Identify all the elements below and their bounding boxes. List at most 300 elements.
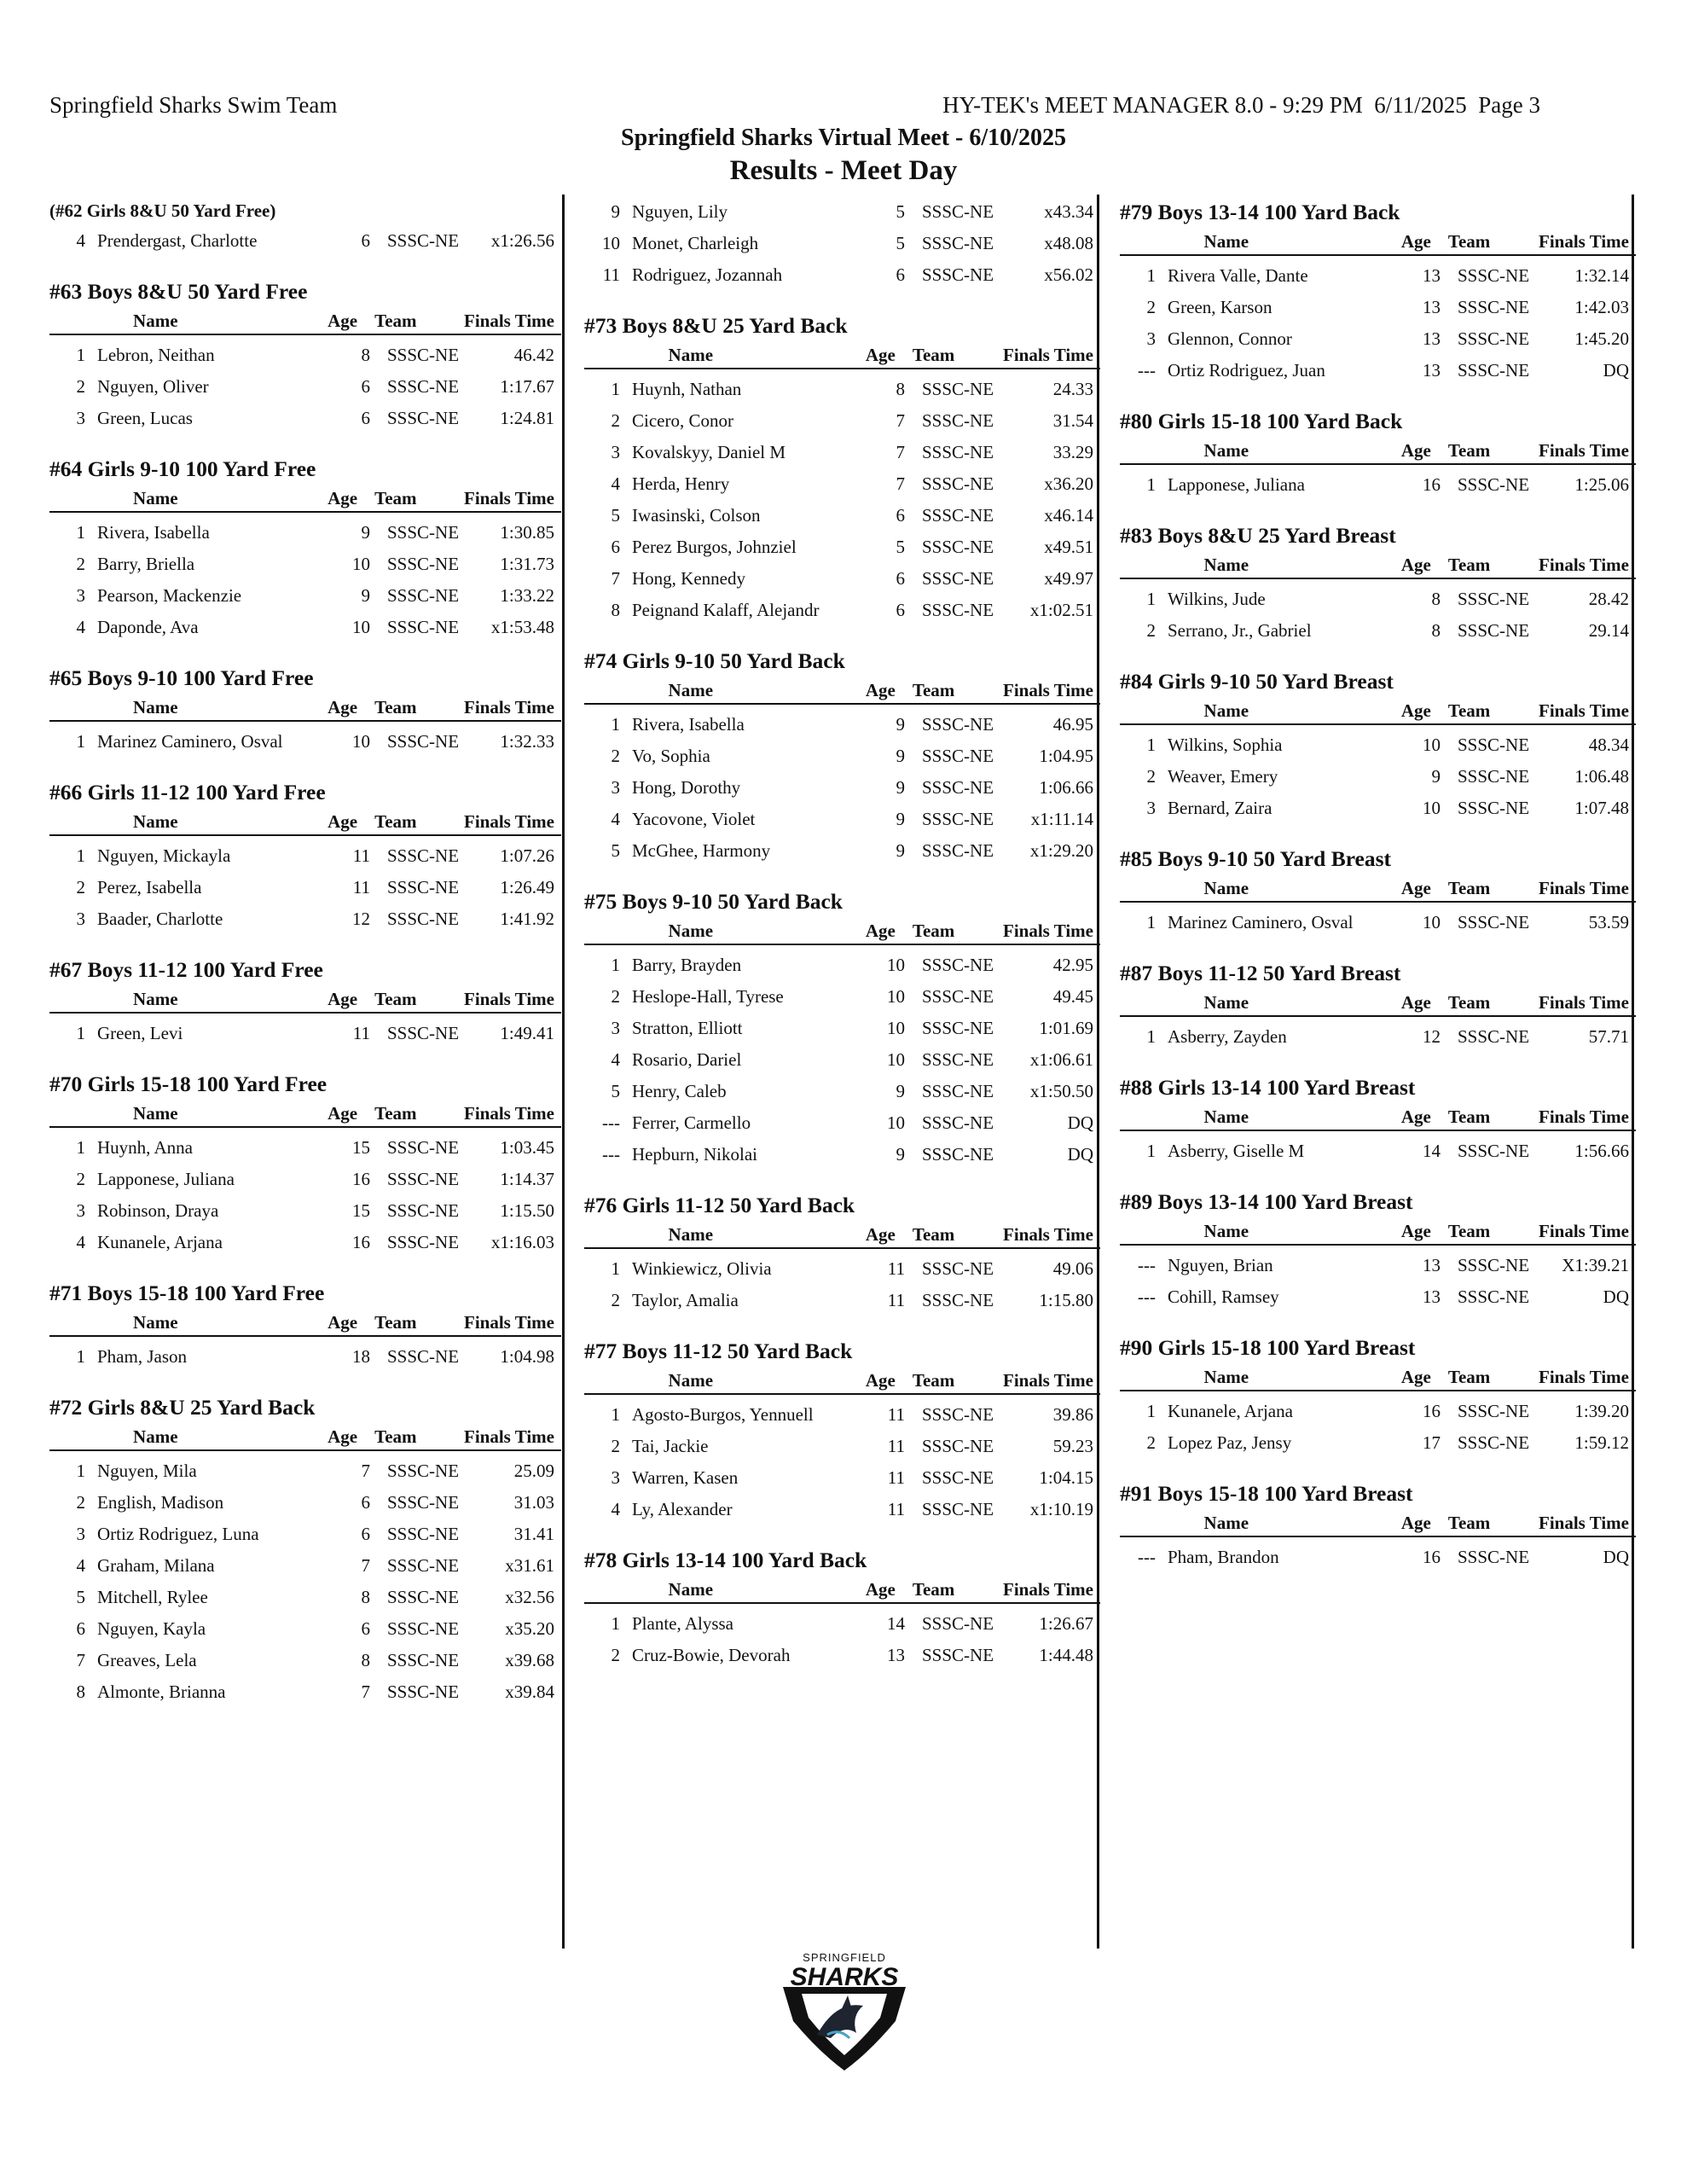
- result-name: Glennon, Connor: [1168, 328, 1292, 349]
- result-row: [584, 1253, 1100, 1285]
- col-header-team: Team: [912, 679, 955, 700]
- result-team: SSSC-NE: [922, 714, 994, 735]
- col-header-time: Finals Time: [1539, 1106, 1629, 1127]
- result-time: 42.95: [1052, 955, 1093, 975]
- result-age: 13: [1423, 1287, 1441, 1307]
- col-header-team: Team: [912, 1369, 955, 1391]
- result-time: 1:06.48: [1574, 766, 1629, 787]
- event-title: #78 Girls 13-14 100 Yard Back: [584, 1548, 867, 1572]
- result-time: 1:30.85: [500, 522, 554, 543]
- result-row: [49, 340, 561, 371]
- result-row: [1120, 469, 1636, 501]
- event-title: #71 Boys 15-18 100 Yard Free: [49, 1281, 325, 1305]
- result-age: 10: [352, 731, 370, 752]
- result-age: 11: [887, 1499, 905, 1519]
- result-name: Prendergast, Charlotte: [97, 230, 258, 251]
- result-team: SSSC-NE: [387, 1650, 460, 1670]
- result-age: 7: [361, 1682, 370, 1702]
- col-header-name: Name: [133, 1311, 178, 1333]
- result-place: 11: [602, 264, 620, 285]
- event-block: [584, 310, 1100, 626]
- result-name: Cruz-Bowie, Devorah: [632, 1645, 791, 1665]
- result-age: 8: [361, 1650, 370, 1670]
- result-time: DQ: [1603, 1287, 1629, 1307]
- result-team: SSSC-NE: [387, 376, 460, 397]
- result-row: [584, 741, 1100, 772]
- result-time: x39.68: [505, 1650, 554, 1670]
- result-team: SSSC-NE: [1458, 766, 1530, 787]
- result-team: SSSC-NE: [387, 845, 460, 866]
- col-header-time: Finals Time: [464, 1426, 554, 1447]
- result-row: [1120, 323, 1636, 355]
- event-block: [1120, 1478, 1636, 1573]
- col-header-name: Name: [133, 487, 178, 508]
- result-age: 16: [352, 1169, 370, 1189]
- result-time: 1:44.48: [1039, 1645, 1093, 1665]
- event-block: [1120, 196, 1636, 386]
- result-age: 15: [352, 1200, 370, 1221]
- result-age: 18: [352, 1346, 370, 1367]
- result-name: Rodriguez, Jozannah: [632, 264, 783, 285]
- result-time: x43.34: [1044, 201, 1093, 222]
- result-time: 1:17.67: [500, 376, 554, 397]
- result-row: [584, 500, 1100, 531]
- result-place: ---: [602, 1144, 620, 1165]
- result-team: SSSC-NE: [922, 1258, 994, 1279]
- event-title: #76 Girls 11-12 50 Yard Back: [584, 1193, 855, 1217]
- result-name: Kunanele, Arjana: [97, 1232, 223, 1252]
- result-name: Robinson, Draya: [97, 1200, 219, 1221]
- result-age: 7: [896, 473, 905, 494]
- result-age: 13: [1423, 328, 1441, 349]
- col-header-name: Name: [133, 988, 178, 1009]
- col-header-time: Finals Time: [1539, 991, 1629, 1013]
- event-title: #64 Girls 9-10 100 Yard Free: [49, 456, 316, 481]
- result-team: SSSC-NE: [387, 585, 460, 606]
- result-name: Rivera, Isabella: [97, 522, 210, 543]
- result-row: [49, 1519, 561, 1550]
- event-block: [584, 196, 1100, 291]
- result-place: 3: [76, 585, 85, 606]
- result-place: 2: [1146, 297, 1156, 317]
- col-header-time: Finals Time: [1539, 1512, 1629, 1533]
- result-place: 2: [611, 1290, 620, 1310]
- result-name: Wilkins, Jude: [1168, 589, 1266, 609]
- result-place: 3: [611, 1467, 620, 1488]
- col-header-time: Finals Time: [1539, 700, 1629, 721]
- result-team: SSSC-NE: [922, 1436, 994, 1456]
- event-block: [584, 1189, 1100, 1316]
- col-header-team: Team: [1447, 700, 1491, 721]
- result-time: 49.45: [1052, 986, 1093, 1007]
- result-time: x1:29.20: [1029, 840, 1093, 861]
- col-header-age: Age: [1400, 991, 1431, 1013]
- result-place: 8: [611, 600, 620, 620]
- result-row: [49, 1582, 561, 1613]
- result-age: 10: [887, 1049, 905, 1070]
- result-team: SSSC-NE: [922, 505, 994, 526]
- result-name: Graham, Milana: [97, 1555, 215, 1576]
- result-team: SSSC-NE: [922, 809, 994, 829]
- column-header-row: [1120, 990, 1636, 1017]
- event-title: #74 Girls 9-10 50 Yard Back: [584, 648, 845, 673]
- col-header-time: Finals Time: [1003, 1369, 1093, 1391]
- result-place: 1: [1146, 1141, 1156, 1161]
- result-row: [584, 1608, 1100, 1640]
- result-team: SSSC-NE: [387, 1587, 460, 1607]
- result-team: SSSC-NE: [1458, 589, 1530, 609]
- col-header-name: Name: [1203, 1106, 1249, 1127]
- result-team: SSSC-NE: [1458, 1547, 1530, 1567]
- event-block: [49, 662, 561, 758]
- result-team: SSSC-NE: [387, 522, 460, 543]
- result-name: Green, Levi: [97, 1023, 183, 1043]
- result-team: SSSC-NE: [387, 1200, 460, 1221]
- result-age: 6: [361, 1492, 370, 1513]
- col-header-name: Name: [133, 810, 178, 832]
- result-place: 3: [76, 909, 85, 929]
- column-header-row: [1120, 552, 1636, 579]
- event-block: [49, 276, 561, 434]
- result-age: 16: [1423, 1401, 1441, 1421]
- result-row: [584, 1044, 1100, 1076]
- result-age: 11: [887, 1467, 905, 1488]
- column-header-row: [1120, 875, 1636, 903]
- column-header-row: [1120, 1364, 1636, 1391]
- result-row: [584, 1494, 1100, 1525]
- result-row: [1120, 729, 1636, 761]
- result-name: Huynh, Nathan: [632, 379, 742, 399]
- result-team: SSSC-NE: [387, 1524, 460, 1544]
- result-place: 2: [76, 1169, 85, 1189]
- result-age: 5: [896, 233, 905, 253]
- result-team: SSSC-NE: [922, 442, 994, 462]
- result-team: SSSC-NE: [922, 777, 994, 798]
- result-team: SSSC-NE: [387, 554, 460, 574]
- event-title: #85 Boys 9-10 50 Yard Breast: [1120, 846, 1392, 871]
- result-age: 6: [361, 1524, 370, 1544]
- result-name: Tai, Jackie: [632, 1436, 709, 1456]
- result-name: Almonte, Brianna: [97, 1682, 226, 1702]
- result-place: 3: [611, 442, 620, 462]
- event-title: #89 Boys 13-14 100 Yard Breast: [1120, 1189, 1413, 1214]
- result-name: Heslope-Hall, Tyrese: [632, 986, 784, 1007]
- result-team: SSSC-NE: [922, 1081, 994, 1101]
- result-place: 3: [76, 1524, 85, 1544]
- col-header-age: Age: [328, 810, 358, 832]
- column-header-row: [49, 308, 561, 335]
- result-name: Iwasinski, Colson: [632, 505, 761, 526]
- col-header-name: Name: [1203, 554, 1249, 575]
- result-place: 4: [611, 1499, 620, 1519]
- result-age: 6: [896, 568, 905, 589]
- result-time: 1:56.66: [1574, 1141, 1629, 1161]
- column-header-row: [1120, 229, 1636, 256]
- result-name: Barry, Briella: [97, 554, 195, 574]
- result-team: SSSC-NE: [1458, 912, 1530, 932]
- result-name: Ly, Alexander: [632, 1499, 733, 1519]
- col-header-time: Finals Time: [1539, 230, 1629, 252]
- result-time: 1:31.73: [500, 554, 554, 574]
- result-age: 10: [887, 1112, 905, 1133]
- result-row: [1120, 907, 1636, 938]
- result-team: SSSC-NE: [387, 877, 460, 897]
- event-block: [1120, 1332, 1636, 1459]
- col-header-team: Team: [374, 1102, 417, 1124]
- result-row: [49, 726, 561, 758]
- result-row: [584, 563, 1100, 595]
- event-title: #77 Boys 11-12 50 Yard Back: [584, 1339, 853, 1363]
- result-time: 1:39.20: [1574, 1401, 1629, 1421]
- result-time: 1:59.12: [1574, 1432, 1629, 1453]
- result-name: Perez Burgos, Johnziel: [632, 537, 797, 557]
- col-header-team: Team: [1447, 554, 1491, 575]
- result-place: 4: [76, 1555, 85, 1576]
- result-row: [1120, 615, 1636, 647]
- result-place: 2: [76, 376, 85, 397]
- result-time: 31.41: [513, 1524, 554, 1544]
- event-block: [49, 196, 561, 257]
- event-block: [1120, 520, 1636, 647]
- result-time: 53.59: [1588, 912, 1629, 932]
- result-name: Marinez Caminero, Osval: [1168, 912, 1354, 932]
- result-time: 1:25.06: [1574, 474, 1629, 495]
- result-place: 1: [611, 1404, 620, 1425]
- result-team: SSSC-NE: [387, 1137, 460, 1158]
- col-header-time: Finals Time: [1539, 554, 1629, 575]
- result-time: 1:01.69: [1039, 1018, 1093, 1038]
- col-header-age: Age: [865, 679, 896, 700]
- result-place: ---: [1138, 360, 1156, 380]
- result-age: 16: [1423, 474, 1441, 495]
- result-place: 4: [76, 230, 85, 251]
- result-name: Kunanele, Arjana: [1168, 1401, 1293, 1421]
- result-place: 3: [1146, 328, 1156, 349]
- result-time: 24.33: [1052, 379, 1093, 399]
- result-place: 1: [76, 731, 85, 752]
- event-title: #84 Girls 9-10 50 Yard Breast: [1120, 669, 1394, 694]
- result-place: ---: [1138, 1287, 1156, 1307]
- result-place: 4: [611, 809, 620, 829]
- result-time: 46.95: [1052, 714, 1093, 735]
- result-name: Mitchell, Rylee: [97, 1587, 208, 1607]
- result-team: SSSC-NE: [1458, 1141, 1530, 1161]
- col-header-time: Finals Time: [464, 1102, 554, 1124]
- result-row: [584, 531, 1100, 563]
- result-team: SSSC-NE: [922, 1112, 994, 1133]
- result-name: Taylor, Amalia: [632, 1290, 739, 1310]
- result-place: 1: [76, 1346, 85, 1367]
- result-team: SSSC-NE: [1458, 798, 1530, 818]
- result-team: SSSC-NE: [1458, 1255, 1530, 1275]
- result-name: Greaves, Lela: [97, 1650, 197, 1670]
- result-name: Wilkins, Sophia: [1168, 735, 1283, 755]
- result-team: SSSC-NE: [922, 473, 994, 494]
- event-block: [1120, 1186, 1636, 1313]
- results-column-3: [1120, 196, 1636, 1592]
- result-row: [49, 580, 561, 612]
- result-place: ---: [1138, 1547, 1156, 1567]
- result-team: SSSC-NE: [922, 1049, 994, 1070]
- result-team: SSSC-NE: [922, 201, 994, 222]
- result-age: 9: [896, 746, 905, 766]
- col-header-time: Finals Time: [1003, 920, 1093, 941]
- result-place: 4: [76, 617, 85, 637]
- result-name: Daponde, Ava: [97, 617, 199, 637]
- col-header-age: Age: [865, 344, 896, 365]
- result-row: [49, 1195, 561, 1227]
- col-header-team: Team: [1447, 1106, 1491, 1127]
- result-team: SSSC-NE: [387, 1555, 460, 1576]
- sharks-logo: [768, 1949, 921, 2073]
- result-time: 1:07.26: [500, 845, 554, 866]
- event-title: #75 Boys 9-10 50 Yard Back: [584, 889, 843, 914]
- col-header-name: Name: [1203, 1220, 1249, 1241]
- result-team: SSSC-NE: [387, 1492, 460, 1513]
- result-team: SSSC-NE: [922, 1144, 994, 1165]
- result-place: 2: [611, 746, 620, 766]
- software-line: HY-TEK's MEET MANAGER 8.0 - 9:29 PM 6/11/2025 Page 3: [942, 92, 1540, 118]
- event-title: #79 Boys 13-14 100 Yard Back: [1120, 200, 1400, 224]
- col-header-name: Name: [133, 1102, 178, 1124]
- results-title: Results - Meet Day: [729, 155, 958, 186]
- result-place: 6: [76, 1618, 85, 1639]
- result-time: 1:32.33: [500, 731, 554, 752]
- result-time: 1:06.66: [1039, 777, 1093, 798]
- col-header-time: Finals Time: [1003, 1578, 1093, 1600]
- col-header-name: Name: [1203, 439, 1249, 461]
- result-time: x1:10.19: [1029, 1499, 1093, 1519]
- result-place: 1: [611, 955, 620, 975]
- column-header-row: [49, 694, 561, 722]
- col-header-time: Finals Time: [464, 988, 554, 1009]
- result-name: Baader, Charlotte: [97, 909, 223, 929]
- result-team: SSSC-NE: [387, 345, 460, 365]
- result-row: [584, 1431, 1100, 1462]
- result-age: 7: [896, 410, 905, 431]
- result-place: 5: [611, 1081, 620, 1101]
- result-team: SSSC-NE: [1458, 1432, 1530, 1453]
- col-header-team: Team: [374, 696, 417, 717]
- event-title: #88 Girls 13-14 100 Yard Breast: [1120, 1075, 1416, 1100]
- col-header-age: Age: [1400, 1220, 1431, 1241]
- col-header-name: Name: [668, 679, 714, 700]
- result-place: 1: [1146, 589, 1156, 609]
- result-name: Lebron, Neithan: [97, 345, 215, 365]
- result-team: SSSC-NE: [922, 379, 994, 399]
- result-name: Monet, Charleigh: [632, 233, 759, 253]
- result-name: Stratton, Elliott: [632, 1018, 743, 1038]
- result-age: 8: [896, 379, 905, 399]
- result-age: 11: [352, 877, 370, 897]
- result-team: SSSC-NE: [1458, 265, 1530, 286]
- result-age: 8: [361, 345, 370, 365]
- result-time: 28.42: [1588, 589, 1629, 609]
- col-header-age: Age: [328, 1426, 358, 1447]
- result-name: Lapponese, Juliana: [97, 1169, 235, 1189]
- result-time: x49.97: [1044, 568, 1093, 589]
- result-time: 1:15.80: [1039, 1290, 1093, 1310]
- column-header-row: [1120, 1510, 1636, 1537]
- result-place: 2: [1146, 766, 1156, 787]
- column-divider: [562, 195, 565, 1949]
- event-title: #66 Girls 11-12 100 Yard Free: [49, 780, 326, 804]
- result-team: SSSC-NE: [922, 1404, 994, 1425]
- result-name: Huynh, Anna: [97, 1137, 193, 1158]
- col-header-team: Team: [374, 810, 417, 832]
- result-time: x31.61: [505, 1555, 554, 1576]
- col-header-time: Finals Time: [1539, 1366, 1629, 1387]
- result-age: 6: [361, 230, 370, 251]
- col-header-team: Team: [912, 1578, 955, 1600]
- event-block: [584, 645, 1100, 867]
- result-age: 6: [896, 600, 905, 620]
- col-header-name: Name: [1203, 1512, 1249, 1533]
- result-team: SSSC-NE: [387, 1346, 460, 1367]
- col-header-time: Finals Time: [1003, 344, 1093, 365]
- col-header-name: Name: [668, 1369, 714, 1391]
- result-team: SSSC-NE: [922, 1290, 994, 1310]
- col-header-age: Age: [328, 988, 358, 1009]
- result-name: Rivera, Isabella: [632, 714, 745, 735]
- result-name: Warren, Kasen: [632, 1467, 739, 1488]
- result-age: 8: [1431, 620, 1441, 641]
- col-header-age: Age: [1400, 554, 1431, 575]
- result-age: 10: [1423, 735, 1441, 755]
- result-row: [1120, 1021, 1636, 1053]
- result-name: Hong, Kennedy: [632, 568, 745, 589]
- col-header-time: Finals Time: [464, 310, 554, 331]
- col-header-age: Age: [328, 1102, 358, 1124]
- column-header-row: [49, 809, 561, 836]
- result-place: 1: [611, 714, 620, 735]
- result-name: Bernard, Zaira: [1168, 798, 1272, 818]
- results-column-2: [584, 196, 1100, 1690]
- col-header-team: Team: [1447, 991, 1491, 1013]
- result-age: 10: [1423, 798, 1441, 818]
- result-place: 2: [76, 1492, 85, 1513]
- result-team: SSSC-NE: [1458, 1287, 1530, 1307]
- result-team: SSSC-NE: [922, 840, 994, 861]
- result-name: Nguyen, Mickayla: [97, 845, 231, 866]
- col-header-time: Finals Time: [464, 696, 554, 717]
- col-header-team: Team: [1447, 1512, 1491, 1533]
- result-row: [49, 549, 561, 580]
- result-time: x1:53.48: [490, 617, 554, 637]
- result-time: 1:15.50: [500, 1200, 554, 1221]
- result-time: 1:03.45: [500, 1137, 554, 1158]
- meet-title: Springfield Sharks Virtual Meet - 6/10/2025: [621, 125, 1066, 151]
- result-row: [584, 709, 1100, 741]
- result-place: 1: [76, 1461, 85, 1481]
- result-place: 3: [76, 1200, 85, 1221]
- result-place: 10: [602, 233, 620, 253]
- result-team: SSSC-NE: [1458, 735, 1530, 755]
- result-age: 9: [1431, 766, 1441, 787]
- result-time: x36.20: [1044, 473, 1093, 494]
- result-time: x56.02: [1044, 264, 1093, 285]
- result-name: McGhee, Harmony: [632, 840, 771, 861]
- result-row: [584, 1285, 1100, 1316]
- result-row: [49, 1018, 561, 1049]
- result-time: x1:50.50: [1029, 1081, 1093, 1101]
- result-time: 31.03: [513, 1492, 554, 1513]
- col-header-age: Age: [1400, 1106, 1431, 1127]
- result-row: [584, 1399, 1100, 1431]
- result-name: Pham, Jason: [97, 1346, 187, 1367]
- result-team: SSSC-NE: [922, 233, 994, 253]
- result-row: [584, 468, 1100, 500]
